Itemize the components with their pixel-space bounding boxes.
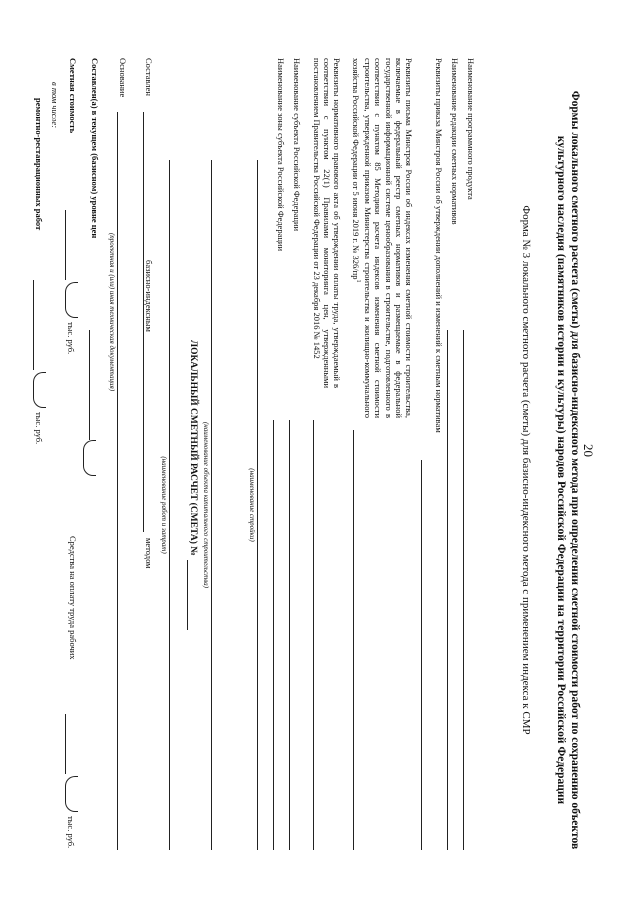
field-zone-line [273,420,274,850]
field-subject-label: Наименование субъекта Российской Федерации [292,58,302,232]
works-line [169,160,170,850]
composed-method: методом [144,538,154,569]
cost-bracket [65,282,78,318]
footnote-mark: 1 [354,279,361,283]
form-subtitle: Форма № 3 локального сметного расчета (сметы) для базисно-индексного метода с применением индекса к СМР [520,205,532,735]
level-bracket [83,440,96,476]
field-order-label: Реквизиты приказа Минстроя России об утверждении дополнений и изменений к сметным нормативам [434,58,444,433]
labor-label: Средства на оплату труда рабочих [68,536,78,660]
page-number: 20 [581,444,596,457]
estimate-number-line [187,560,188,630]
form-title: Формы локального сметного расчета (сметы) для базисно-индексного метода при определении сметной стоимости работ по сохранению объектов культурного наследия (памятников истории и культуры) народов Российской Федерации на территории Российской Федерации [555,90,581,850]
construction-line [257,160,258,850]
field-legal-line [313,420,314,850]
object-line [211,160,212,850]
field-norms-line [447,330,448,850]
basis-line [117,112,118,850]
field-order-line [421,460,422,850]
object-caption: (наименование объекта капитального строительства) [202,421,210,589]
field-zone-label: Наименование зоны субъекта Российской Федерации [276,58,286,251]
composed-value: базисно-индексным [144,260,154,332]
restoration-unit: тыс. руб. [34,412,44,445]
labor-unit: тыс. руб. [66,816,76,849]
cost-label: Сметная стоимость [68,58,78,134]
field-program-line [463,330,464,850]
basis-label: Основание [118,58,128,98]
restoration-label: ремонтно-реставрационных работ [34,98,44,231]
restoration-line [33,280,34,370]
composed-label: Составлен [144,58,154,96]
field-subject-line [289,420,290,850]
incl-label: в том числе: [50,82,60,129]
construction-caption: (наименование стройки) [248,468,256,542]
field-norms-label: Наименование редакции сметных нормативов [450,58,460,225]
field-program-label: Наименование программного продукта [466,58,476,200]
cost-unit: тыс. руб. [66,322,76,355]
cost-line [65,210,66,280]
current-level-label: Составлен(а) в текущем (базисном) уровне цен [90,58,100,239]
works-caption: (наименование работ и затрат) [160,456,168,554]
field-letter-paragraph: Реквизиты письма Минстроя России об индексах изменения сметной стоимости строительства, включаемые в федеральный реестр сметных нормативов и размещаемые в федеральной государственной информационной системе ценообразования в строительстве, подготовленного в соответствии с пунктом 85 Методики расчета индексов изменения сметной стоимости строительства, утвержденной приказом Министерства строительства и жилищно-коммунального хозяйства Российской Федерации от 5 июня 2019 г. № $326/пр^1$ [351,58,414,418]
restoration-bracket [33,372,46,408]
current-level-line [89,330,90,440]
doc-caption: (проектная и (или) иная техническая документация) [108,232,116,392]
labor-line [65,714,66,774]
field-legal-act: Реквизиты нормативного правового акта об утверждении оплаты труда, утверждаемый в соответствии с пунктом 22(1) Правилами мониторинга цен, утвержденными постановлением Правительства Российской Федерации от 23 декабря 2016 № 1452 [311,58,342,388]
field-letter-line [353,430,354,850]
estimate-title: ЛОКАЛЬНЫЙ СМЕТНЫЙ РАСЧЕТ (СМЕТА) № [188,340,198,556]
labor-bracket [65,776,78,812]
